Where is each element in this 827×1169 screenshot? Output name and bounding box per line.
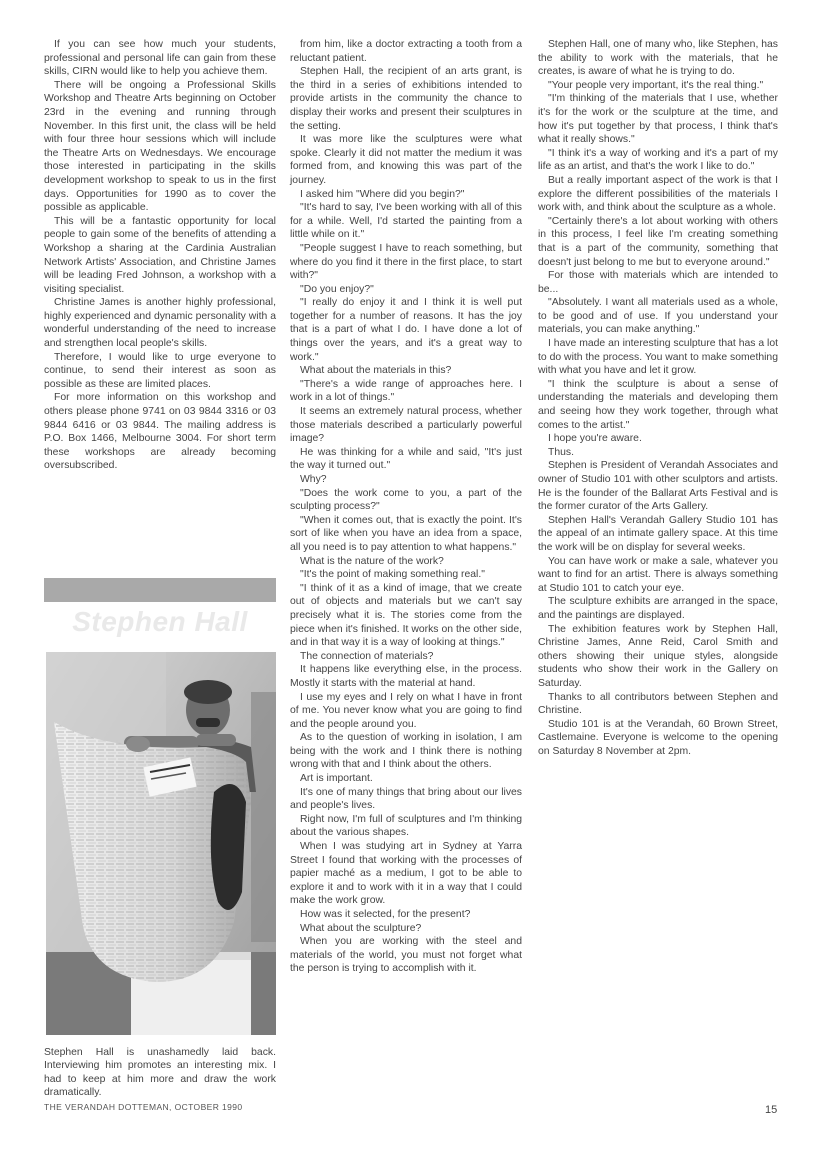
article-paragraph: You can have work or make a sale, whatever you want to find for an artist. There is always something at Studio 101 to catch your eye. [538, 555, 778, 594]
article-paragraph: It's one of many things that bring about our lives and people's lives. [290, 786, 522, 812]
artist-photo [46, 652, 276, 1035]
page-number: 15 [765, 1104, 778, 1116]
article-paragraph: This will be a fantastic opportunity for local people to gain some of the benefits of attending a Workshop a sharing at the Cardinia Australian Network Artists' Association, and Christine James will be leading Fred Johnson, a workshop with a visiting specialist. [44, 215, 276, 295]
article-paragraph: "I think it's a way of working and it's a part of my life as an artist, and that's the work I like to do." [538, 147, 778, 173]
article-paragraph: "When it comes out, that is exactly the point. It's sort of like when you have an idea from a space, all you need is to pay attention to what happens." [290, 514, 522, 553]
article-paragraph: What about the materials in this? [300, 365, 452, 377]
article-paragraph: The exhibition features work by Stephen Hall, Christine James, Anne Reid, Carol Smith and others showing their unique styles, alongside students who show their work in the Gallery on Saturday. [538, 623, 778, 689]
article-paragraph: Stephen Hall's Verandah Gallery Studio 101 has the appeal of an intimate gallery space. At this time the work will be on display for several weeks. [538, 514, 778, 553]
article-paragraph: The connection of materials? [300, 650, 434, 662]
article-paragraph: Stephen Hall, the recipient of an arts grant, is the third in a series of exhibitions intended to provide artists in the community the chance to display their works and present their sculptures in the setting. [290, 66, 522, 132]
article-paragraph: "I really do enjoy it and I think it is well put together for a number of reasons. It has the joy that is a part of what I do. I have done a lot of things over the years, and it's a great way to work." [290, 297, 522, 363]
article-paragraph: He was thinking for a while and said, "It's just the way it turned out." [290, 446, 522, 472]
article-paragraph: "Absolutely. I want all materials used as a whole, to be good and of use. If you understand your materials, you can make anything." [538, 297, 778, 336]
article-paragraph: What about the sculpture? [300, 922, 422, 934]
article-paragraph: Right now, I'm full of sculptures and I'm thinking about the various shapes. [290, 813, 522, 839]
article-paragraph: Therefore, I would like to urge everyone to continue, to send their interest as soon as possible as these are limited places. [44, 351, 276, 390]
article-paragraph: There will be ongoing a Professional Skills Workshop and Theatre Arts beginning on October 23rd in the evening and running through November. In this first unit, the class will be held with four three hour sessions which will include the Theatre Arts on Wednesdays. We encourage those interested in participating in the skills development workshop to speak to us in the first days. Opportunities for 1990 as to cover the possible as applicable. [44, 79, 276, 214]
article-paragraph: "I'm thinking of the materials that I use, whether it's for the work or the sculpture at the time, and how it's put together by that process, I think that's what it really shows." [538, 93, 778, 146]
article-paragraph: It happens like everything else, in the process. Mostly it starts with the material at hand. [290, 664, 522, 689]
article-paragraph: Stephen Hall, one of many who, like Stephen, has the ability to work with the materials, that he creates, is aware of what he is trying to do. [538, 39, 778, 78]
article-paragraph: from him, like a doctor extracting a tooth from a reluctant patient. [290, 39, 522, 64]
article-paragraph: How was it selected, for the present? [300, 909, 471, 920]
article-paragraph: "It's hard to say, I've been working with all of this for a while. Well, I'd started the painting from a little while on it." [290, 202, 522, 241]
article-paragraph: As to the question of working in isolation, I am being with the work and I think there is nothing wrong with that and I think about the others. [290, 732, 522, 771]
article-paragraph: "People suggest I have to reach something, but where do you find it there in the first place, to start with?" [290, 242, 522, 282]
article-paragraph: The sculpture exhibits are arranged in the space, and the paintings are displayed. [538, 596, 778, 621]
article-paragraph: "Your people very important, it's the real thing." [548, 79, 764, 91]
article-paragraph: "Do you enjoy?" [300, 283, 374, 295]
article-paragraph: Art is important. [300, 773, 373, 785]
article-column-1 [44, 38, 276, 473]
article-paragraph: I hope you're aware. [548, 433, 642, 445]
article-paragraph: Christine James is another highly professional, highly experienced and dynamic personality with a wonderful understanding of the need to increase and strengthen local people's skills. [44, 297, 276, 350]
article-paragraph: What is the nature of the work? [300, 555, 444, 567]
article-paragraph: If you can see how much your students, professional and personal life can gain from these skills, CIRN would like to help you achieve them. [44, 39, 276, 78]
article-paragraph: Why? [300, 474, 327, 485]
article-column-3 [538, 38, 778, 758]
article-paragraph: It was more like the sculptures were what spoke. Clearly it did not matter the medium it was formed from, and knowing this was part of the journey. [290, 134, 522, 186]
article-paragraph: I have made an interesting sculpture that has a lot to do with the process. You want to make something with what you have and let it grow. [538, 338, 778, 377]
article-paragraph: Stephen is President of Verandah Associates and owner of Studio 101 with other sculptors and artists. He is the founder of the Ballarat Arts Festival and is the former curator of the Arts Gallery. [538, 460, 778, 513]
article-paragraph: "Certainly there's a lot about working with others in this process, I feel like I'm creating something that is a part of the community, something that doesn't just belong to me but to everyone around." [538, 215, 778, 268]
article-paragraph: "Does the work come to you, a part of the sculpting process?" [290, 487, 522, 513]
article-paragraph: I asked him "Where did you begin?" [300, 188, 465, 200]
article-paragraph: Thus. [548, 446, 574, 458]
article-paragraph: When I was studying art in Sydney at Yarra Street I found that working with the processes of papier maché as a medium, I got to be able to explore it and to work with it in a way that I could make the work grow. [290, 841, 522, 907]
article-paragraph: For more information on this workshop and others please phone 9741 on 03 9844 3316 or 03 9844 6416 or 03 9844. The mailing address is P.O. Box 1466, Melbourne 3004. For short term these workshops are already becoming oversubscribed. [44, 392, 276, 472]
article-paragraph: "There's a wide range of approaches here. I work in a lot of things." [290, 378, 522, 404]
article-paragraph: For those with materials which are intended to be... [538, 270, 778, 295]
article-paragraph: When you are working with the steel and materials of the world, you must not forget what the person is trying to accomplish with it. [290, 936, 522, 975]
section-banner [44, 578, 276, 602]
profile-heading: Stephen Hall [72, 606, 248, 637]
photo-caption: Stephen Hall is unashamedly laid back. Interviewing him promotes an interesting mix. I had to keep at him more and draw the work dramatically. [44, 1047, 276, 1099]
article-paragraph: "It's the point of making something real." [300, 569, 485, 581]
publication-footer: THE VERANDAH DOTTEMAN, OCTOBER 1990 [44, 1102, 243, 1112]
article-paragraph: Thanks to all contributors between Stephen and Christine. [538, 691, 778, 717]
article-paragraph: It seems an extremely natural process, whether those materials described a particularly powerful image? [290, 406, 522, 445]
article-paragraph: Studio 101 is at the Verandah, 60 Brown Street, Castlemaine. Everyone is welcome to the opening on Saturday 8 November at 2pm. [538, 718, 778, 757]
article-paragraph: "I think the sculpture is about a sense of understanding the materials and developing them and seeing how they work together, through what comes to the artist." [538, 378, 778, 431]
article-paragraph: But a really important aspect of the work is that I explore the different possibilities of the materials I work with, and think about the sculpture as a whole. [538, 174, 778, 214]
article-paragraph: "I think of it as a kind of image, that we create out of objects and materials but we can't say precisely what it is. The stories come from the piece when it's finished. It works on the other side, and in that way it is a way of looking at things." [290, 582, 522, 649]
article-paragraph: I use my eyes and I rely on what I have in front of me. You never know what you are going to find and the people around you. [290, 691, 522, 730]
article-column-2 [290, 38, 522, 976]
